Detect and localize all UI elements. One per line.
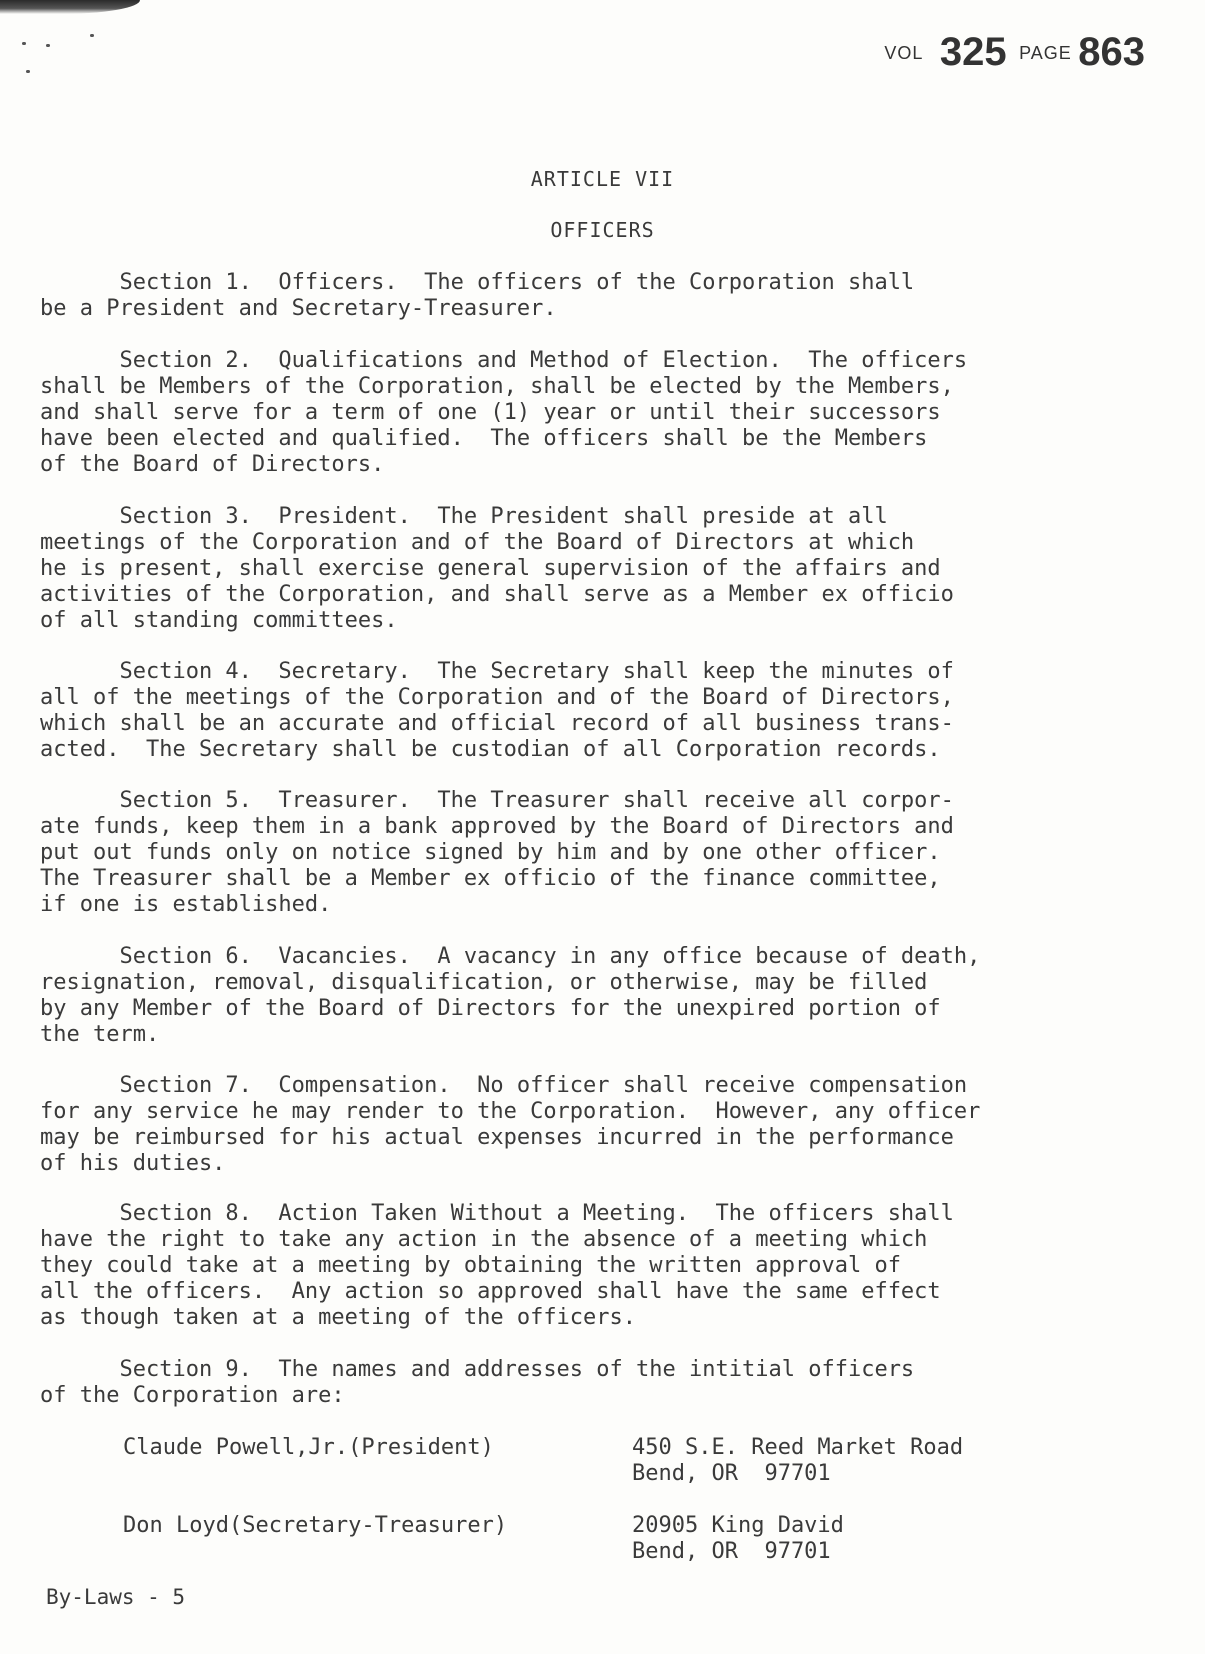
section-7: Section 7. Compensation. No officer shall receive compensation for any service he may render to the Corporation. However, any officer may be reimbursed for his actual expenses incurred in the performance of his duties. [40,1073,981,1176]
section-9: Section 9. The names and addresses of the intitial officers of the Corporation are: [40,1357,915,1408]
scan-artifact [0,0,140,14]
page-label: PAGE [1019,43,1072,63]
page-footer: By-Laws - 5 [46,1585,186,1609]
page-number: 863 [1078,30,1145,74]
section-4: Section 4. Secretary. The Secretary shall keep the minutes of all of the meetings of the Corporation and of the Board of Directors, which shall be an accurate and official record of all business trans- acted. The Secretary shall be custodian of all Corporation records. [40,659,954,762]
scan-speck [46,44,50,47]
section-3: Section 3. President. The President shall preside at all meetings of the Corporation and of the Board of Directors at which he is present, shall exercise general supervision of the affairs and activities of the Corporation, and shall serve as a Member ex officio of all standing committees. [40,504,954,633]
section-5: Section 5. Treasurer. The Treasurer shall receive all corpor- ate funds, keep them in a bank approved by the Board of Directors and put out funds only on notice signed by him and by one other officer. The Treasurer shall be a Member ex officio of the finance committee, if one is established. [40,788,954,917]
article-subheading: OFFICERS [550,218,655,242]
officer-address: 450 S.E. Reed Market Road Bend, OR 97701 [632,1435,964,1486]
article-heading: ARTICLE VII [530,167,675,191]
recording-stamp [884,30,1145,75]
section-6: Section 6. Vacancies. A vacancy in any office because of death, resignation, removal, disqualification, or otherwise, may be filled by any Member of the Board of Directors for the unexpired portion of the term. [40,944,981,1047]
volume-number: 325 [939,30,1007,74]
officer-name: Claude Powell,Jr.(President) [123,1435,494,1460]
scan-speck [90,34,94,37]
section-1: Section 1. Officers. The officers of the Corporation shall be a President and Secretary-Treasurer. [40,270,915,321]
scan-speck [26,70,30,73]
officer-address: 20905 King David Bend, OR 97701 [632,1513,844,1564]
officer-name: Don Loyd(Secretary-Treasurer) [123,1513,508,1538]
volume-label: VOL [884,43,924,63]
section-8: Section 8. Action Taken Without a Meeting. The officers shall have the right to take any action in the absence of a meeting which they could take at a meeting by obtaining the written approval of all the officers. Any action so approved shall have the same effect as though taken at a meeting of the officers. [40,1201,954,1330]
section-2: Section 2. Qualifications and Method of Election. The officers shall be Members of the Corporation, shall be elected by the Members, and shall serve for a term of one (1) year or until their successors have been elected and qualified. The officers shall be the Members of the Board of Directors. [40,348,968,477]
scan-speck [22,42,26,45]
